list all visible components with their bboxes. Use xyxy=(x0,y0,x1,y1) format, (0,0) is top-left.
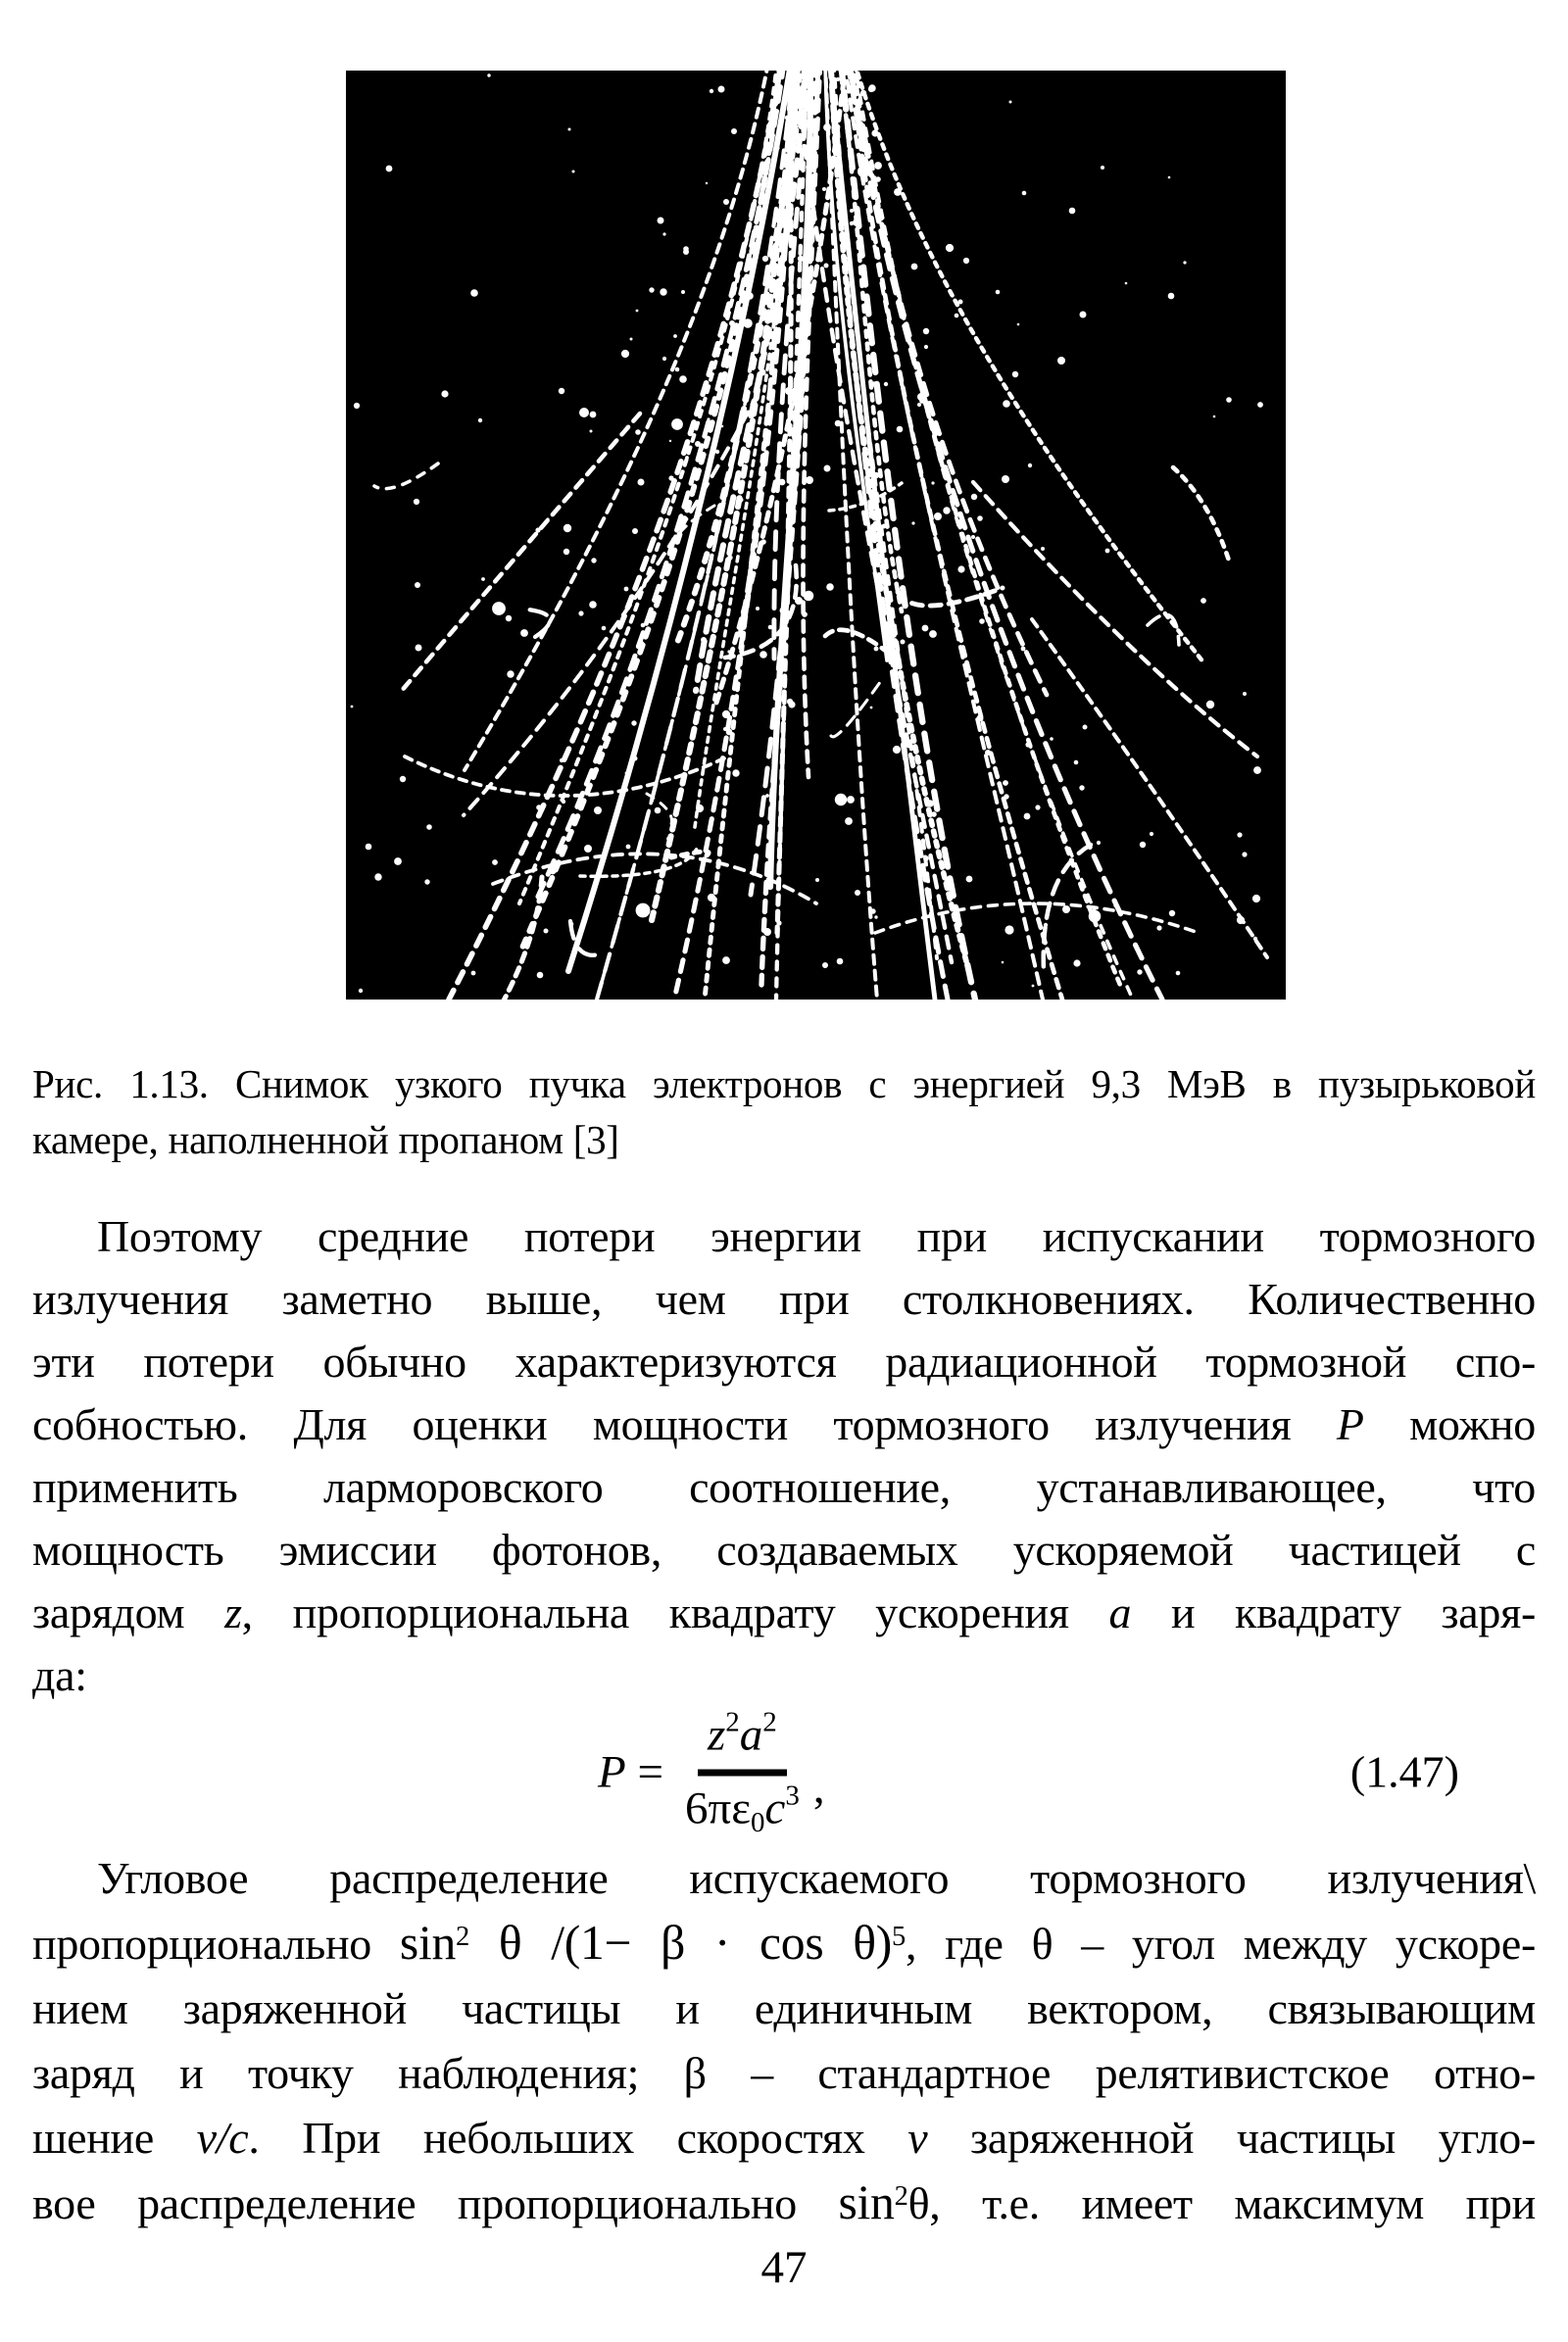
equation-body xyxy=(598,1706,825,1839)
text-line: заряд и точку наблюдения; β – стандартное релятивистское отно- xyxy=(32,2048,1536,2098)
text-line: Поэтому средние потери энергии при испускании тормозного xyxy=(97,1211,1536,1261)
fraction-numerator: $z^2a^2$ xyxy=(698,1709,787,1777)
text-line: эти потери обычно характеризуются радиационной тормозной спо- xyxy=(32,1337,1536,1387)
body-paragraph-1 xyxy=(32,1205,1536,1707)
text-line: мощность эмиссии фотонов, создаваемых ускоряемой частицей с xyxy=(32,1525,1536,1575)
text-line: да: xyxy=(32,1650,87,1700)
fraction xyxy=(675,1706,809,1839)
fraction-denominator: $6\pi\varepsilon_0c^3$ xyxy=(684,1780,800,1839)
equation-comma: , xyxy=(812,1762,825,1813)
text-line: нием заряженной частицы и единичным вектором, связывающим xyxy=(32,1983,1536,2033)
text-line: вое распределение пропорционально $\sin^2\theta$, т.е. имеет максимум при xyxy=(32,2175,1536,2229)
text-line: Угловое распределение испускаемого тормозного излучения\ xyxy=(97,1853,1536,1903)
text-line: пропорционально $\sin^2 \theta$ $/(1- \beta \cdot \cos \theta)^5$, где θ – угол между ускоре- xyxy=(32,1916,1536,1970)
text-line: шение v/c. При небольших скоростях v заряженной частицы угло- xyxy=(32,2113,1536,2163)
page-number: 47 xyxy=(760,2242,808,2293)
bubble-chamber-tracks-svg xyxy=(346,71,1286,1000)
equation-number: (1.47) xyxy=(1349,1746,1459,1797)
caption-line: камере, наполненной пропаном [3] xyxy=(32,1117,619,1162)
text-line: излучения заметно выше, чем при столкновениях. Количественно xyxy=(32,1274,1536,1324)
text-line: собностью. Для оценки мощности тормозного излучения P можно xyxy=(32,1399,1536,1449)
caption-line: Рис. 1.13. Снимок узкого пучка электронов с энергией 9,3 МэВ в пузырьковой xyxy=(32,1061,1536,1106)
display-equation xyxy=(32,1703,1536,1840)
equation-lhs: P = xyxy=(598,1746,663,1797)
text-line: применить ларморовского соотношение, устанавливающее, что xyxy=(32,1462,1536,1512)
body-paragraph-2 xyxy=(32,1846,1536,2236)
text-line: зарядом z, пропорциональна квадрату ускорения a и квадрату заря- xyxy=(32,1587,1536,1637)
figure-caption xyxy=(32,1056,1536,1168)
figure-image xyxy=(346,71,1286,1000)
